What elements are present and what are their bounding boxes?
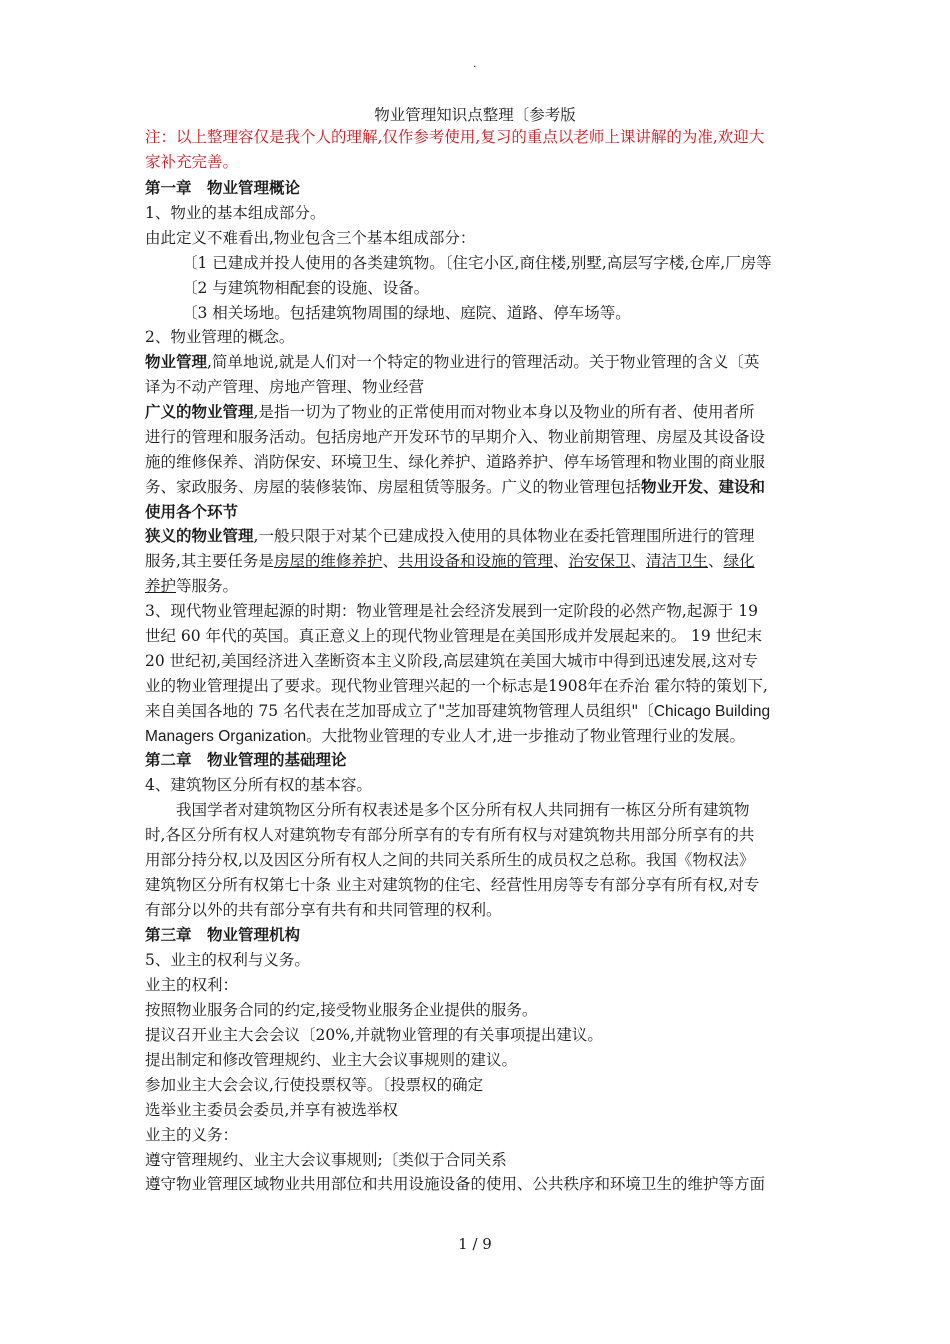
task-cleaning: 清洁卫生: [646, 552, 709, 570]
section-4-line-3: 用部分持分权,以及因区分所有权人之间的共同关系所生的成员权之总称。我国《物权法》: [145, 851, 755, 869]
section-3-line-4: 业的物业管理提出了要求。现代物业管理兴起的一个标志是1908年在乔治 霍尔特的策划下,: [145, 677, 768, 695]
org-english-name-part-1: Chicago Building: [653, 703, 771, 720]
broad-definition-line-4: [145, 475, 815, 500]
section-4-line-5: 有部分以外的共有部分享有共有和共同管理的权利。: [145, 901, 502, 919]
section-3-text-5: 来自美国各地的 75 名代表在芝加哥成立了"芝加哥建筑物管理人员组织"〔: [145, 702, 654, 720]
task-facility-management: 共用设备和设施的管理: [397, 552, 553, 570]
broad-definition-emphasis: 物业开发、建设和: [641, 478, 766, 496]
section-1-heading: 1、物业的基本组成部分。: [145, 204, 326, 222]
header-dot: .: [473, 56, 477, 70]
narrow-definition-line-2: [145, 549, 815, 574]
org-english-name-part-2: Managers Organization: [145, 728, 307, 745]
owner-rights-label: 业主的权利：: [145, 976, 239, 994]
section-2-heading: 2、物业管理的概念。: [145, 328, 295, 346]
component-item-3: 〔3 相关场地。包括建筑物周围的绿地、庭院、道路、停车场等。: [182, 304, 631, 322]
section-4-heading: 4、建筑物区分所有权的基本容。: [145, 776, 372, 794]
narrow-definition-text: ,一般只限于对某个已建成投入使用的具体物业在委托管理围所进行的管理: [253, 527, 755, 545]
chapter-2-heading: 第二章 物业管理的基础理论: [145, 751, 347, 769]
owner-right-2: 提议召开业主大会会议〔20%,并就物业管理的有关事项提出建议。: [145, 1026, 603, 1044]
separator: 、: [552, 552, 569, 570]
chapter-3-heading: 第三章 物业管理机构: [145, 926, 301, 944]
section-4-line-4: 建筑物区分所有权第七十条 业主对建筑物的住宅、经营性用房等专有部分享有所有权,对专: [145, 876, 760, 894]
note-line-2: 家补充完善。: [145, 153, 239, 171]
section-3-line-6: [145, 724, 815, 749]
broad-definition-line-3: 施的维修保养、消防保安、环境卫生、绿化养护、道路养护、停车场管理和物业围的商业服: [145, 453, 766, 471]
broad-definition-text: ,是指一切为了物业的正常使用而对物业本身以及物业的所有者、使用者所: [253, 403, 755, 421]
narrow-definition-line-3: [145, 574, 815, 599]
owner-right-5: 选举业主委员会委员,并享有被选举权: [145, 1101, 398, 1119]
task-house-maintenance: 房屋的维修养护: [273, 552, 383, 570]
owner-duties-label: 业主的义务：: [145, 1126, 239, 1144]
section-1-intro: 由此定义不难看出,物业包含三个基本组成部分：: [145, 229, 476, 247]
component-item-2: 〔2 与建筑物相配套的设施、设备。: [182, 279, 430, 297]
term-broad-property-management: 广义的物业管理: [145, 403, 254, 421]
section-3-line-1: 3、现代物业管理起源的时期：物业管理是社会经济发展到一定阶段的必然产物,起源于 19: [145, 602, 758, 620]
broad-definition-line-2: 进行的管理和服务活动。包括房地产开发环节的早期介入、物业前期管理、房屋及其设备设: [145, 428, 766, 446]
owner-duty-2: 遵守物业管理区域物业共用部位和共用设施设备的使用、公共秩序和环境卫生的维护等方面: [145, 1175, 766, 1193]
property-management-definition-line-2: 译为不动产管理、房地产管理、物业经营: [145, 378, 425, 396]
section-5-heading: 5、业主的权利与义务。: [145, 951, 310, 969]
narrow-definition-line-1: [145, 524, 815, 549]
owner-duty-1: 遵守管理规约、业主大会议事规则;〔类似于合同关系: [145, 1151, 507, 1169]
section-3-line-5: [145, 699, 815, 724]
separator: 、: [382, 552, 398, 570]
owner-right-4: 参加业主大会会议,行使投票权等。〔投票权的确定: [145, 1076, 484, 1094]
section-3-line-3: 20 世纪初,美国经济进入垄断资本主义阶段,高层建筑在美国大城市中得到迅速发展,这对专: [145, 652, 758, 670]
section-3-line-2: 世纪 60 年代的英国。真正意义上的现代物业管理是在美国形成并发展起来的。 19 世纪末: [145, 627, 763, 645]
note-line-1: 注：以上整理容仅是我个人的理解,仅作参考使用,复习的重点以老师上课讲解的为准,欢迎大: [145, 128, 765, 146]
broad-definition-line-5: 使用各个环节: [145, 503, 239, 521]
property-management-definition-line-1: [145, 350, 815, 375]
page-number: 1 / 9: [458, 1235, 492, 1253]
owner-right-3: 提出制定和修改管理规约、业主大会议事规则的建议。: [145, 1051, 518, 1069]
broad-definition-line-1: [145, 400, 815, 425]
narrow-definition-end: 等服务。: [176, 577, 239, 595]
separator: 、: [708, 552, 724, 570]
document-title: 物业管理知识点整理〔参考版: [374, 106, 576, 124]
chapter-1-heading: 第一章 物业管理概论: [145, 179, 301, 197]
task-greening: 绿化: [723, 552, 755, 570]
term-narrow-property-management: 狭义的物业管理: [145, 527, 254, 545]
section-4-line-1: 我国学者对建筑物区分所有权表述是多个区分所有权人共同拥有一栋区分所有建筑物: [176, 801, 750, 819]
section-4-line-2: 时,各区分所有权人对建筑物专有部分所享有的专有所有权与对建筑物共用部分所享有的共: [145, 826, 755, 844]
component-item-1: 〔1 已建成并投人使用的各类建筑物。〔住宅小区,商住楼,别墅,高层写字楼,仓库,厂房等: [182, 254, 772, 272]
definition-text: ,简单地说,就是人们对一个特定的物业进行的管理活动。关于物业管理的含义〔英: [207, 353, 760, 371]
task-greening-cont: 养护: [145, 577, 177, 595]
section-3-text-6: 。大批物业管理的专业人才,进一步推动了物业管理行业的发展。: [306, 727, 746, 745]
narrow-definition-text-2: 服务,其主要任务是: [145, 552, 274, 570]
broad-definition-text-4: 务、家政服务、房屋的装修装饰、房屋租赁等服务。广义的物业管理包括: [145, 478, 642, 496]
separator: 、: [630, 552, 647, 570]
owner-right-1: 按照物业服务合同的约定,接受物业服务企业提供的服务。: [145, 1001, 538, 1019]
task-security: 治安保卫: [568, 552, 631, 570]
term-property-management: 物业管理: [145, 353, 208, 371]
